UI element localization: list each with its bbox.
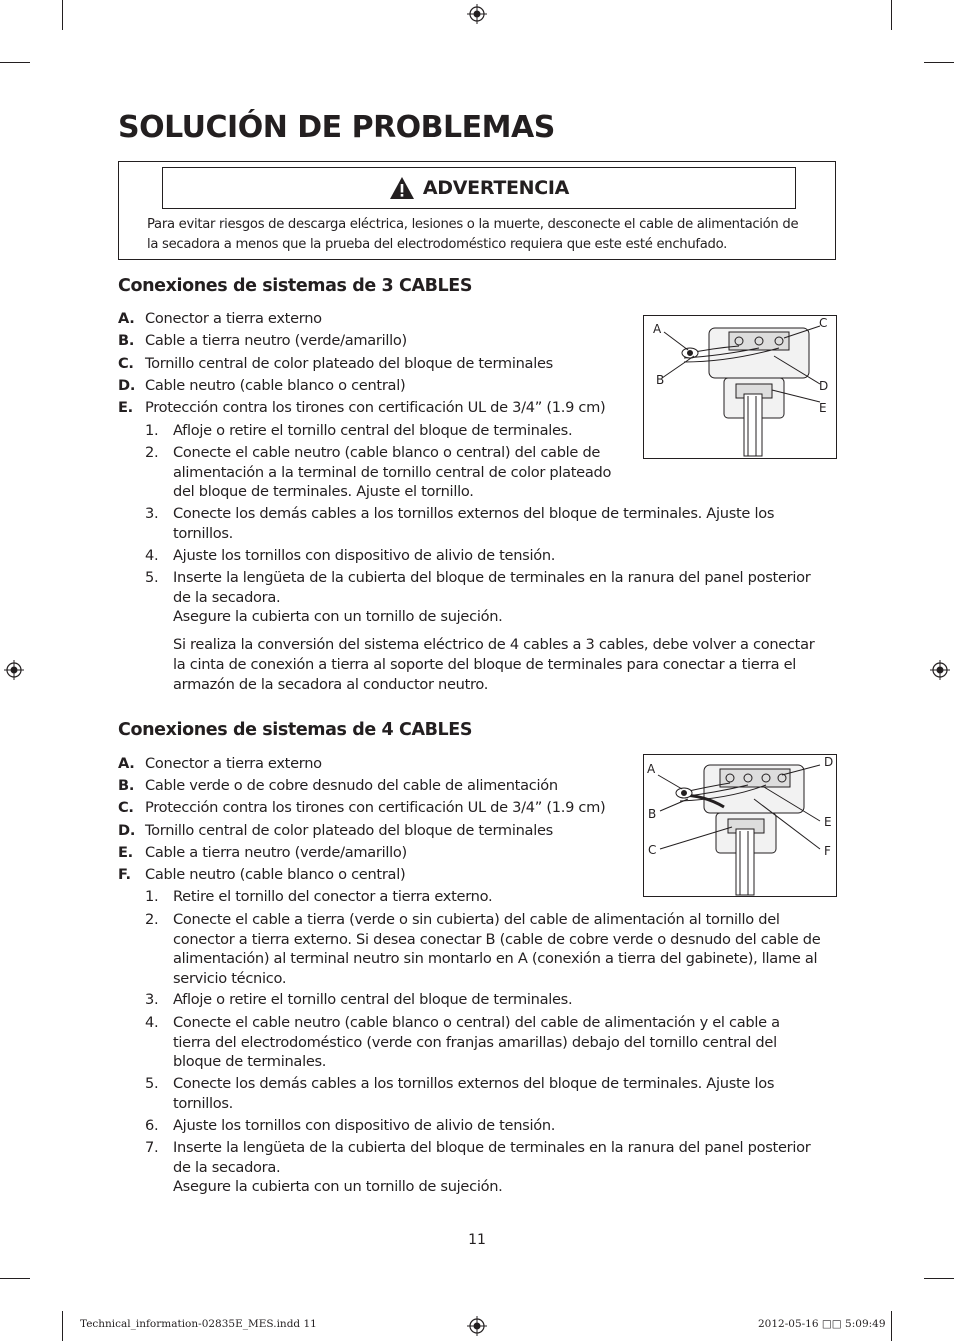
crop-mark xyxy=(924,62,954,63)
list-item: D. Tornillo central de color plateado del bloque de terminales xyxy=(118,822,553,839)
figure-label: C xyxy=(648,843,657,857)
figure-label: B xyxy=(656,373,665,387)
list-item: F. Cable neutro (cable blanco o central) xyxy=(118,866,406,883)
crop-mark xyxy=(0,1278,30,1279)
crop-mark xyxy=(62,0,63,30)
page-number: 11 xyxy=(468,1232,486,1248)
figure-label: F xyxy=(824,844,831,858)
section-heading-4-cables: Conexiones de sistemas de 4 CABLES xyxy=(118,720,473,740)
warning-text-line: Para evitar riesgos de descarga eléctrica, lesiones o la muerte, desconecte el cable de alimentación de xyxy=(147,217,799,232)
figure-label: E xyxy=(819,401,827,415)
list-item: A. Conector a tierra externo xyxy=(118,755,322,772)
list-item: C. Protección contra los tirones con certificación UL de 3/4” (1.9 cm) xyxy=(118,799,606,816)
terminal-block-4-cable-illustration xyxy=(644,755,836,896)
warning-box xyxy=(118,161,836,260)
list-item: D. Cable neutro (cable blanco o central) xyxy=(118,377,406,394)
figure-label: A xyxy=(653,322,662,336)
list-item: C. Tornillo central de color plateado del bloque de terminales xyxy=(118,355,553,372)
figure-label: E xyxy=(824,815,832,829)
list-item: E. Protección contra los tirones con certificación UL de 3/4” (1.9 cm) xyxy=(118,399,606,416)
figure-label: A xyxy=(647,762,656,776)
crop-mark xyxy=(62,1311,63,1341)
registration-mark-icon xyxy=(930,660,950,680)
crop-mark xyxy=(0,62,30,63)
list-item: E. Cable a tierra neutro (verde/amarillo) xyxy=(118,844,407,861)
figure-label: B xyxy=(648,807,657,821)
figure-label: D xyxy=(824,755,834,769)
figure-label: C xyxy=(819,316,828,330)
figure-label: D xyxy=(819,379,829,393)
warning-header xyxy=(162,167,796,209)
figure-4-cable-diagram xyxy=(643,754,837,897)
figure-3-cable-diagram xyxy=(643,315,837,459)
list-item: A. Conector a tierra externo xyxy=(118,310,322,327)
warning-text xyxy=(147,215,817,255)
slug-timestamp: 2012-05-16 □□ 5:09:49 xyxy=(758,1318,886,1330)
registration-mark-icon xyxy=(467,1316,487,1336)
section-heading-3-cables: Conexiones de sistemas de 3 CABLES xyxy=(118,276,473,296)
registration-mark-icon xyxy=(4,660,24,680)
warning-text-line: la secadora a menos que la prueba del electrodoméstico requiera que este esté enchufado. xyxy=(147,237,728,252)
crop-mark xyxy=(924,1278,954,1279)
crop-mark xyxy=(891,1311,892,1341)
crop-mark xyxy=(891,0,892,30)
warning-label: ADVERTENCIA xyxy=(422,177,570,199)
list-item: B. Cable verde o de cobre desnudo del cable de alimentación xyxy=(118,777,558,794)
page-title: SOLUCIÓN DE PROBLEMAS xyxy=(118,110,555,145)
terminal-block-3-cable-illustration xyxy=(644,316,836,458)
warning-triangle-icon xyxy=(389,176,415,200)
slug-file-info: Technical_information-02835E_MES.indd 11 xyxy=(80,1318,317,1330)
list-item: B. Cable a tierra neutro (verde/amarillo) xyxy=(118,332,407,349)
registration-mark-icon xyxy=(467,4,487,24)
